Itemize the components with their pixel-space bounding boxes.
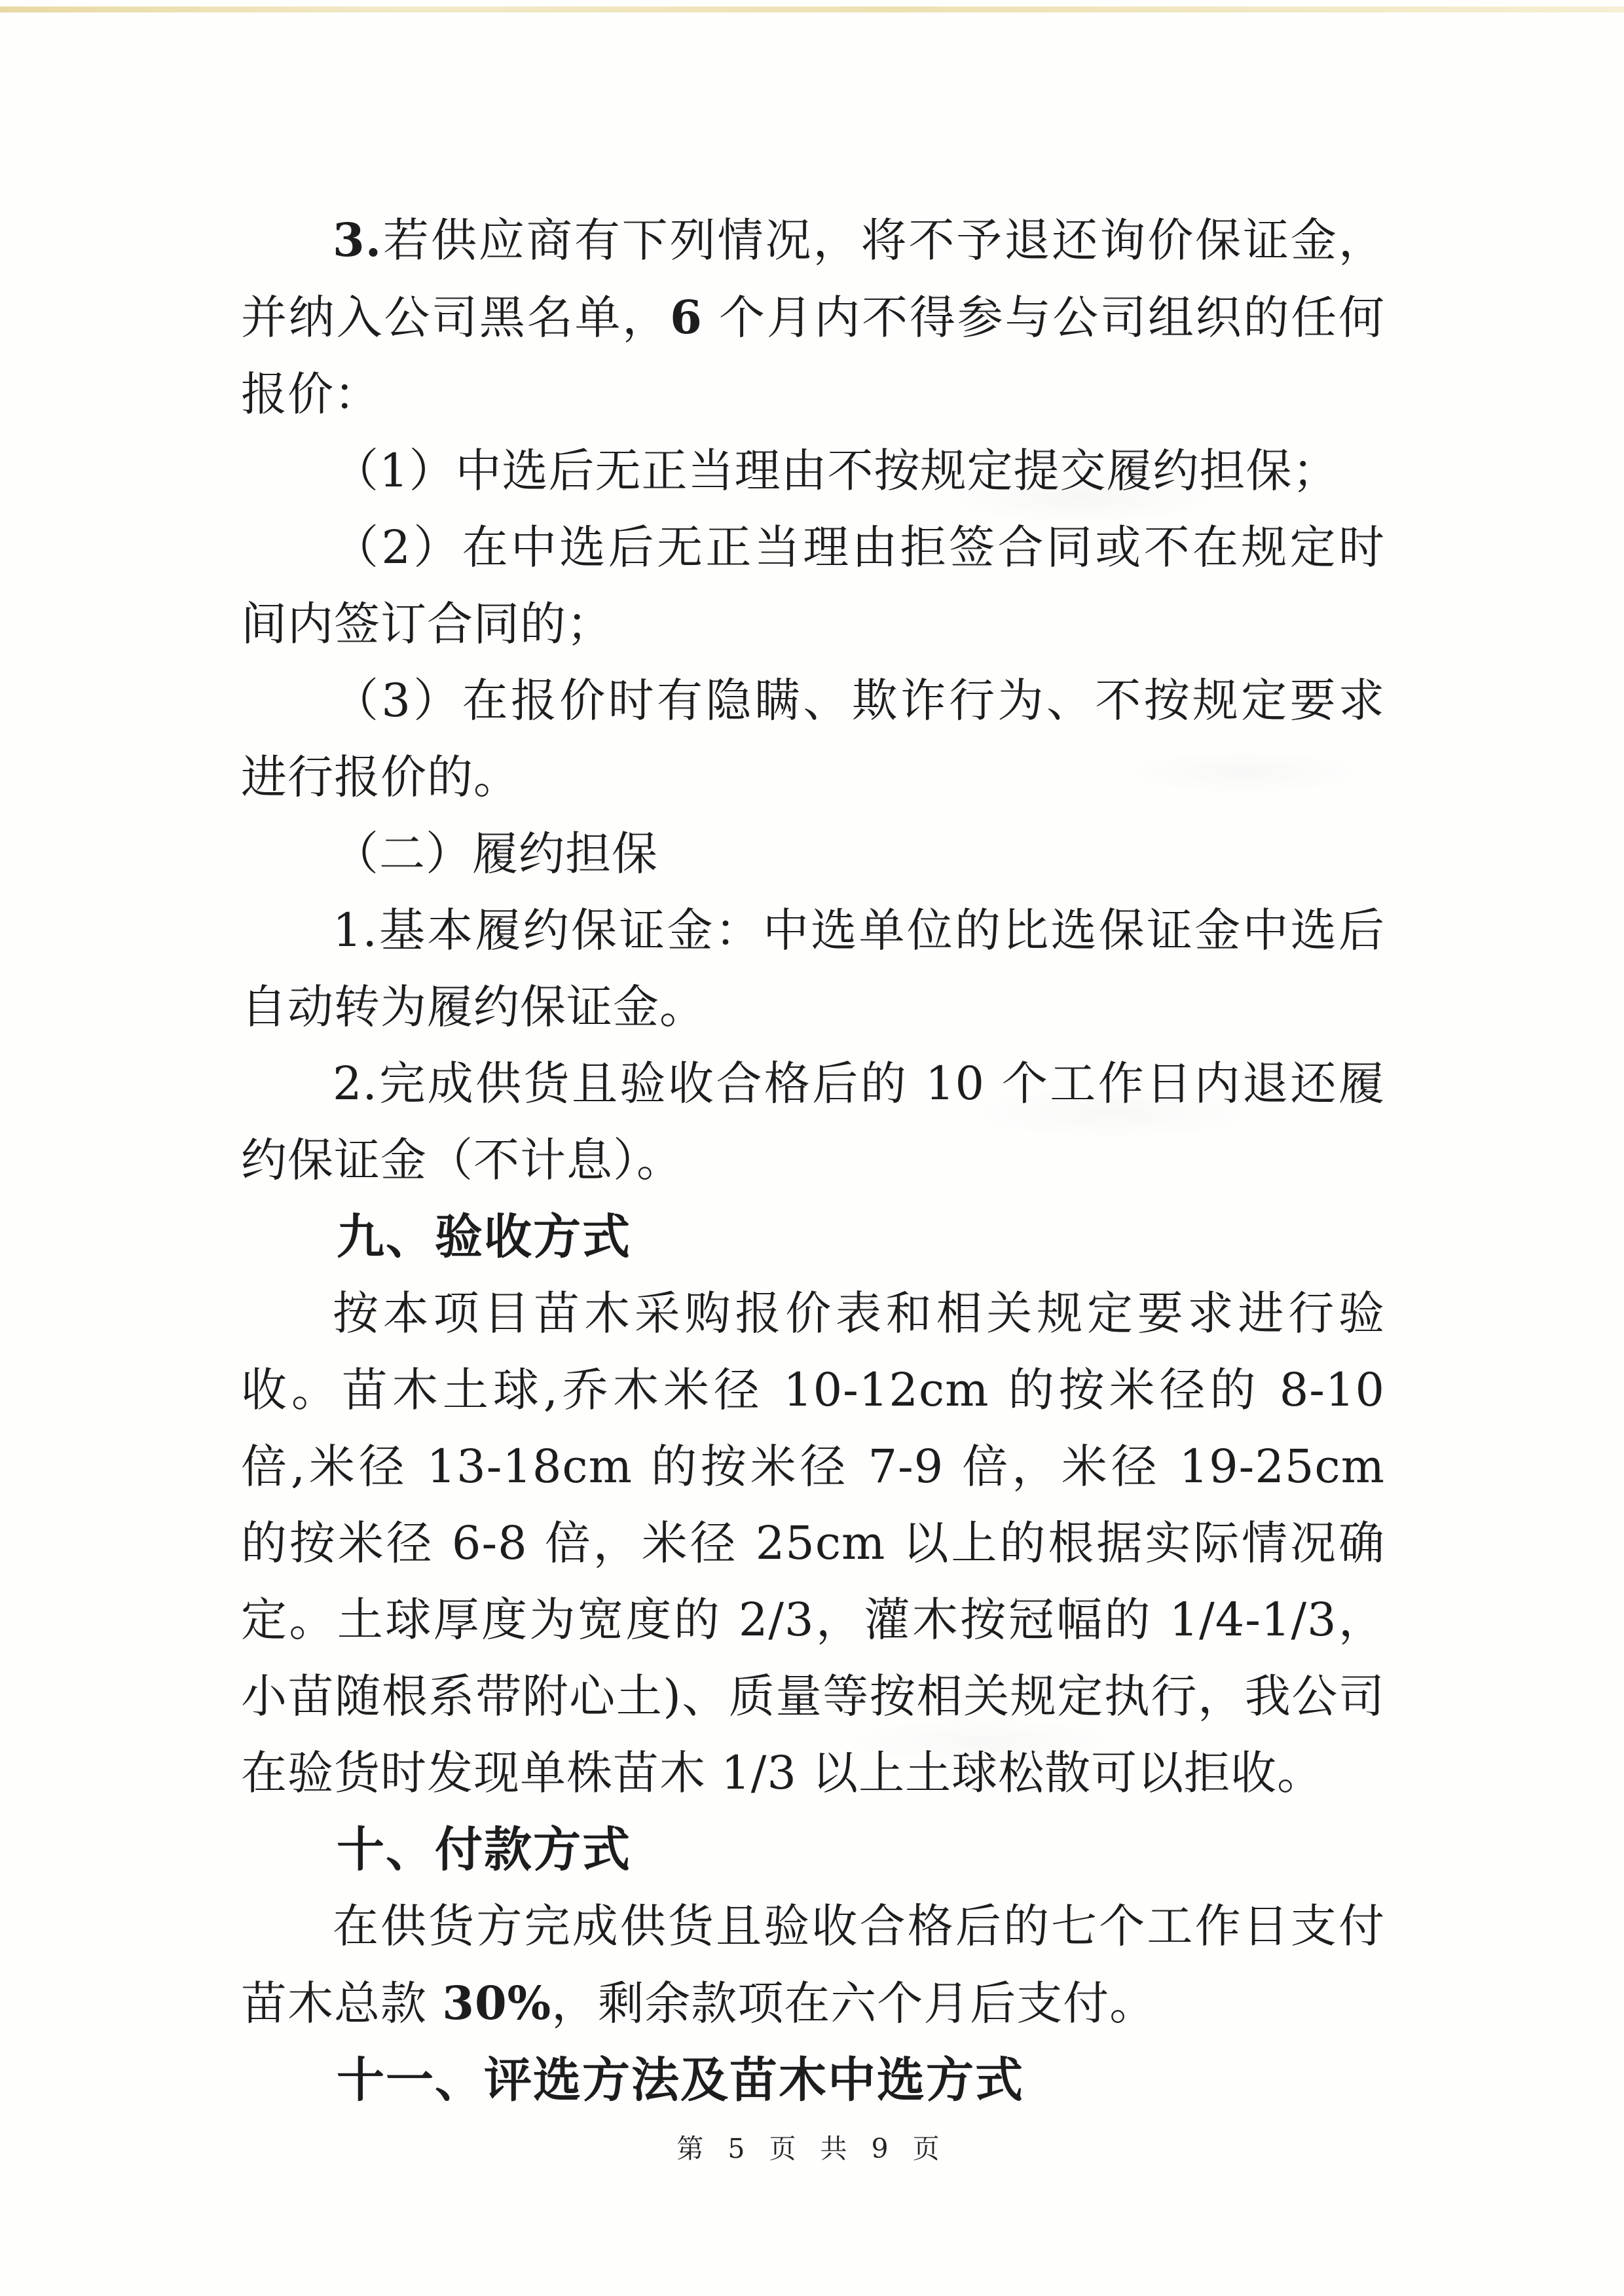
page-number-label: 第 5 页 共 9 页: [676, 2133, 948, 2164]
paragraph: [241, 816, 1385, 892]
text-run: 九、验收方式: [337, 1211, 631, 1264]
paragraph: [241, 1888, 1385, 2042]
document-body: [241, 202, 1385, 2119]
text-run: 按本项目苗木采购报价表和相关规定要求进行验收。苗木土球,乔木米径 10-12cm 的按米径的 8-10 倍,米径 13-18cm 的按米径 7-9 倍，米径 19-25cm 的按米径 6-8 倍，米径 25cm 以上的根据实际情况确定。土球厚度为宽度的 2/3，灌木按冠幅的 1/4-1/3，小苗随根系带附心土)、质量等按相关规定执行，我公司在验货时发现单株苗木 1/3 以上土球松散可以拒收。: [241, 1286, 1385, 1800]
text-run: 个月内不得参与公司组织的任何报价：: [241, 291, 1385, 421]
text-run: （二）履约担保: [333, 827, 658, 881]
section-heading: [241, 2042, 1385, 2119]
text-run: （3）在报价时有隐瞒、欺诈行为、不按规定要求进行报价的。: [241, 674, 1385, 804]
text-run: 30%: [442, 1976, 552, 2030]
text-run: 若供应商有下列情况，将不予退还询价保证金，并纳入公司黑名单，: [241, 213, 1385, 344]
paragraph: [241, 509, 1385, 663]
text-run: （1）中选后无正当理由不按规定提交履约担保；: [333, 444, 1339, 498]
paragraph: [241, 433, 1385, 509]
text-run: ，剩余款项在六个月后支付。: [551, 1977, 1156, 2030]
paragraph: [241, 663, 1385, 816]
paragraph: [241, 202, 1385, 433]
text-run: 在供货方完成供货且验收合格后的七个工作日支付苗木总款: [241, 1899, 1385, 2030]
paragraph: [241, 1046, 1385, 1199]
text-run: 十一、评选方法及苗木中选方式: [337, 2054, 1024, 2107]
text-run: 6: [670, 290, 703, 344]
text-run: 十、付款方式: [337, 1823, 631, 1876]
text-run: （2）在中选后无正当理由拒签合同或不在规定时间内签订合同的；: [241, 520, 1385, 651]
text-run: 3.: [333, 213, 382, 267]
text-run: 2.完成供货且验收合格后的 10 个工作日内退还履约保证金（不计息）。: [241, 1057, 1385, 1187]
section-heading: [241, 1199, 1385, 1275]
scan-edge-artifact: [0, 7, 1624, 12]
paragraph: [241, 1275, 1385, 1812]
paragraph: [241, 892, 1385, 1046]
text-run: 1.基本履约保证金：中选单位的比选保证金中选后自动转为履约保证金。: [241, 903, 1385, 1034]
section-heading: [241, 1812, 1385, 1888]
page-footer: [0, 2129, 1624, 2168]
